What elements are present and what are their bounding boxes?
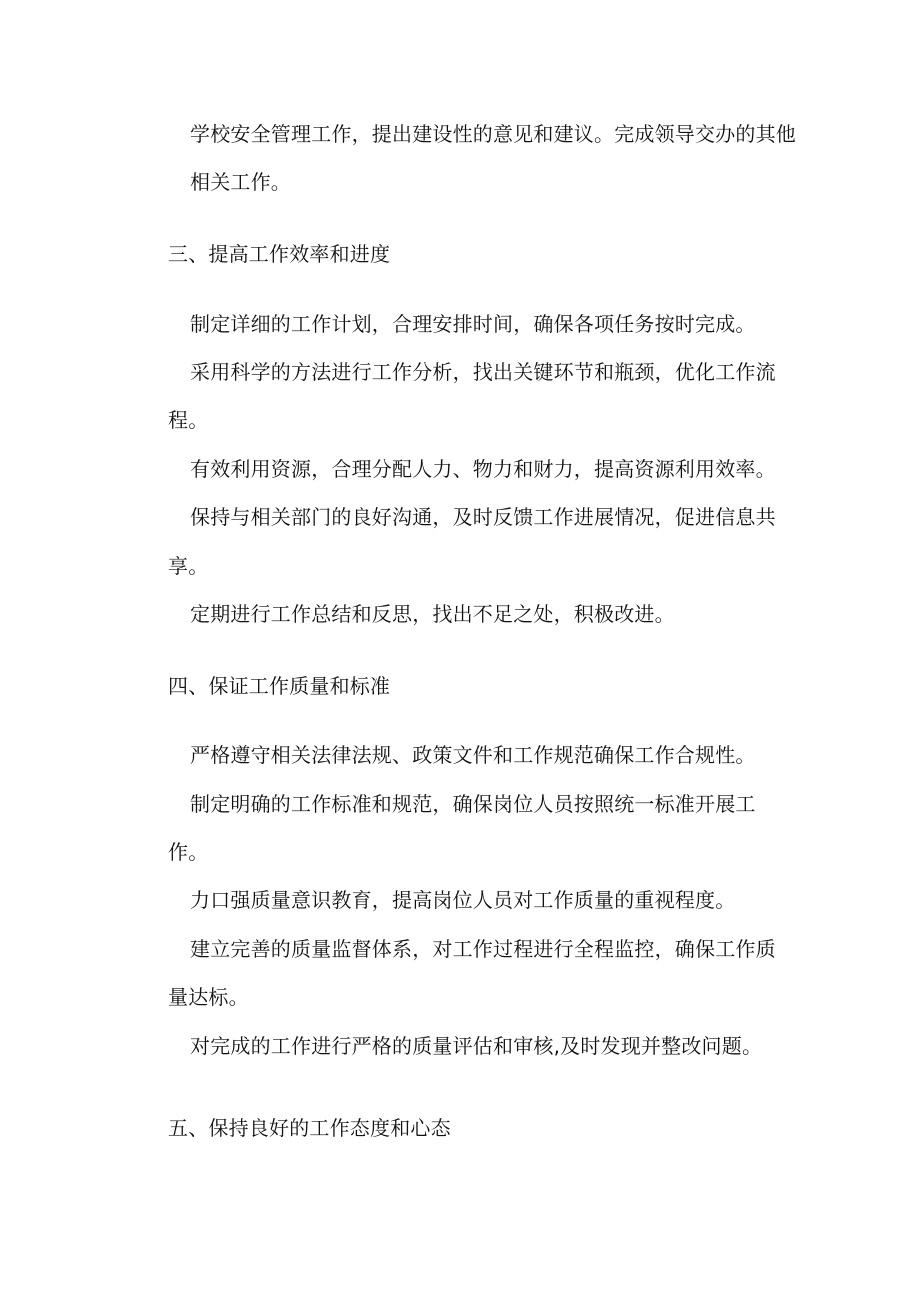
list-item: 定期进行工作总结和反思，找出不足之处，积极改进。 xyxy=(190,602,675,626)
section-heading: 三、提高工作效率和进度 xyxy=(168,242,391,266)
list-item: 建立完善的质量监督体系，对工作过程进行全程监控，确保工作质 xyxy=(190,937,776,961)
list-item: 对完成的工作进行严格的质量评估和审核,及时发现并整改问题。 xyxy=(190,1034,763,1058)
section-heading: 五、保持良好的工作态度和心态 xyxy=(168,1116,451,1140)
paragraph-line: 学校安全管理工作，提出建设性的意见和建议。完成领导交办的其他 xyxy=(190,122,796,146)
list-item: 保持与相关部门的良好沟通，及时反馈工作进展情况，促进信息共 xyxy=(190,505,776,529)
list-item: 有效利用资源，合理分配人力、物力和财力，提高资源利用效率。 xyxy=(190,457,776,481)
list-item-continuation: 程。 xyxy=(168,408,209,432)
paragraph-line: 相关工作。 xyxy=(190,170,291,194)
list-item: 采用科学的方法进行工作分析，找出关键环节和瓶颈，优化工作流 xyxy=(190,360,776,384)
list-item: 制定明确的工作标准和规范，确保岗位人员按照统一标准开展工 xyxy=(190,792,756,816)
section-heading: 四、保证工作质量和标准 xyxy=(168,674,391,698)
list-item: 严格遵守相关法律法规、政策文件和工作规范确保工作合规性。 xyxy=(190,743,756,767)
list-item-continuation: 享。 xyxy=(168,554,209,578)
list-item: 力口强质量意识教育，提高岗位人员对工作质量的重视程度。 xyxy=(190,888,736,912)
list-item-continuation: 作。 xyxy=(168,840,209,864)
list-item: 制定详细的工作计划，合理安排时间，确保各项任务按时完成。 xyxy=(190,312,756,336)
list-item-continuation: 量达标。 xyxy=(168,985,249,1009)
